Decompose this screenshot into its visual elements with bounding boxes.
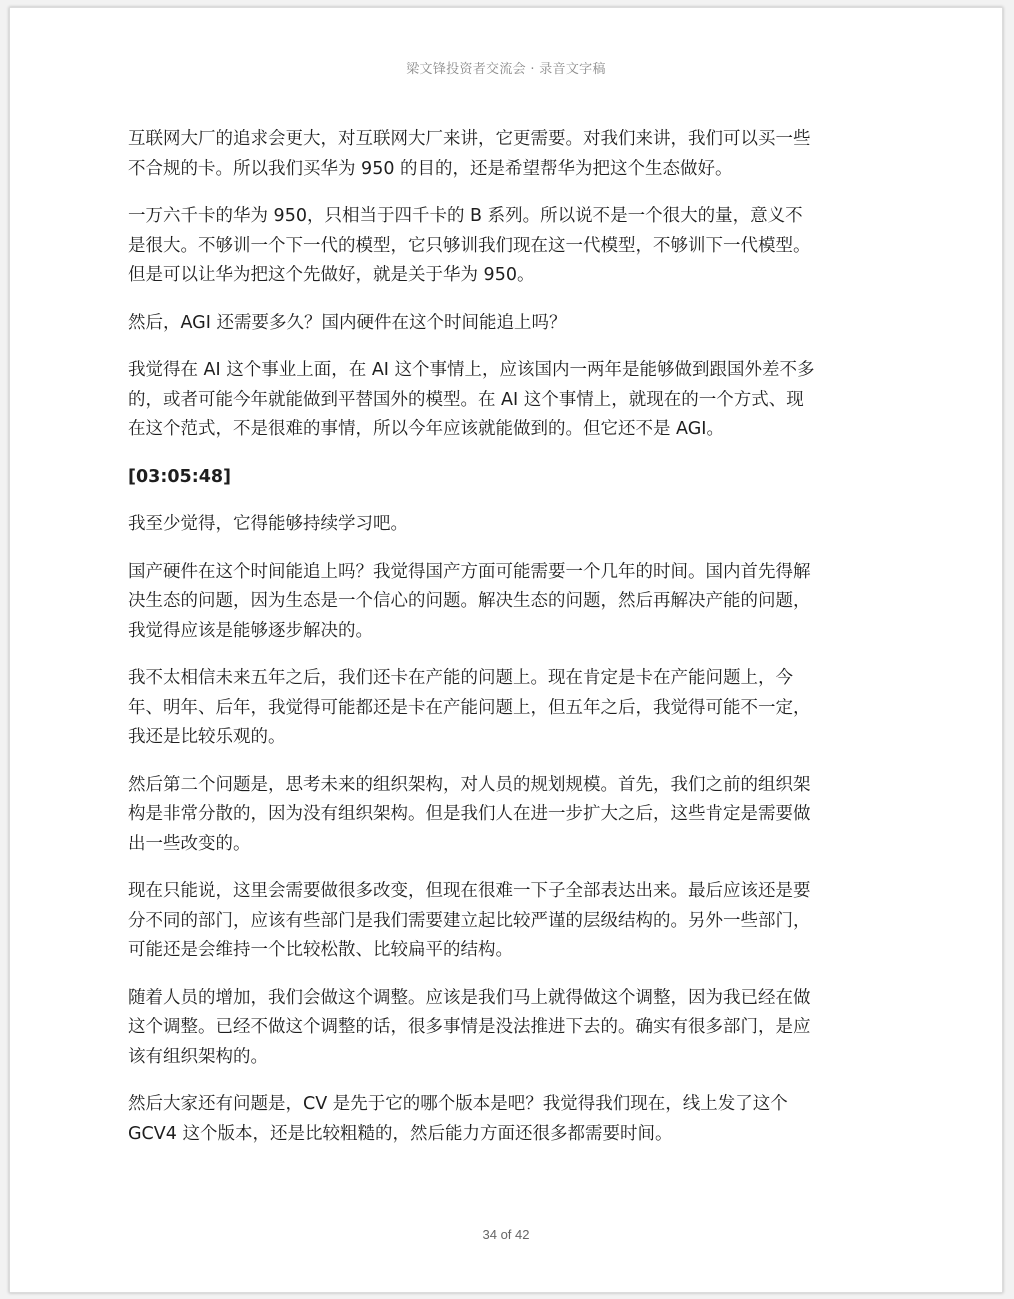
paragraph: 然后大家还有问题是，CV 是先于它的哪个版本是吧？我觉得我们现在，线上发了这个 GCV4 这个版本，还是比较粗糙的，然后能力方面还很多都需要时间。 bbox=[128, 1094, 788, 1144]
paragraph: 随着人员的增加，我们会做这个调整。应该是我们马上就得做这个调整，因为我已经在做 这个调整。已经不做这个调整的话，很多事情是没法推进下去的。确实有很多部门，是应 该有组织架构的。 bbox=[128, 987, 811, 1067]
paragraph: 现在只能说，这里会需要做很多改变，但现在很难一下子全部表达出来。最后应该还是要 分不同的部门，应该有些部门是我们需要建立起比较严谨的层级结构的。另外一些部门， 可能还是会维持一个比较松散、比较扁平的结构。 bbox=[128, 881, 811, 960]
running-header: 梁文锋投资者交流会 · 录音文字稿 bbox=[406, 62, 606, 77]
document-body bbox=[128, 125, 893, 1167]
page-number: 34 of 42 bbox=[482, 1227, 530, 1242]
paragraph: 我不太相信未来五年之后，我们还卡在产能的问题上。现在肯定是卡在产能问题上，今 年、明年、后年，我觉得可能都还是卡在产能问题上，但五年之后，我觉得可能不一定， 我还是比较乐观的。 bbox=[128, 668, 811, 747]
paragraph: 然后第二个问题是，思考未来的组织架构，对人员的规划规模。首先，我们之前的组织架 构是非常分散的，因为没有组织架构。但是我们人在进一步扩大之后，这些肯定是需要做 出一些改变的。 bbox=[128, 774, 811, 854]
document-page bbox=[9, 7, 1003, 1293]
paragraph: 国产硬件在这个时间能追上吗？我觉得国产方面可能需要一个几年的时间。国内首先得解 决生态的问题，因为生态是一个信心的问题。解决生态的问题，然后再解决产能的问题， 我觉得应该是能够逐步解决的。 bbox=[128, 561, 811, 641]
paragraph: 一万六千卡的华为 950，只相当于四千卡的 B 系列。所以说不是一个很大的量，意义不 是很大。不够训一个下一代的模型，它只够训我们现在这一代模型，不够训下一代模型。 但是可以让华为把这个先做好，就是关于华为 950。 bbox=[128, 206, 811, 285]
paragraph: 我至少觉得，它得能够持续学习吧。 bbox=[128, 514, 408, 534]
paragraph: 互联网大厂的追求会更大，对互联网大厂来讲，它更需要。对我们来讲，我们可以买一些 不合规的卡。所以我们买华为 950 的目的，还是希望帮华为把这个生态做好。 bbox=[128, 129, 811, 179]
timestamp: [03:05:48] bbox=[128, 466, 232, 487]
paragraph: 我觉得在 AI 这个事业上面，在 AI 这个事情上，应该国内一两年是能够做到跟国外差不多 的，或者可能今年就能做到平替国外的模型。在 AI 这个事情上，就现在的一个方式、现 在这个范式，不是很难的事情，所以今年应该就能做到的。但它还不是 AGI。 bbox=[128, 360, 815, 439]
paragraph: 然后，AGI 还需要多久？国内硬件在这个时间能追上吗？ bbox=[128, 312, 567, 333]
